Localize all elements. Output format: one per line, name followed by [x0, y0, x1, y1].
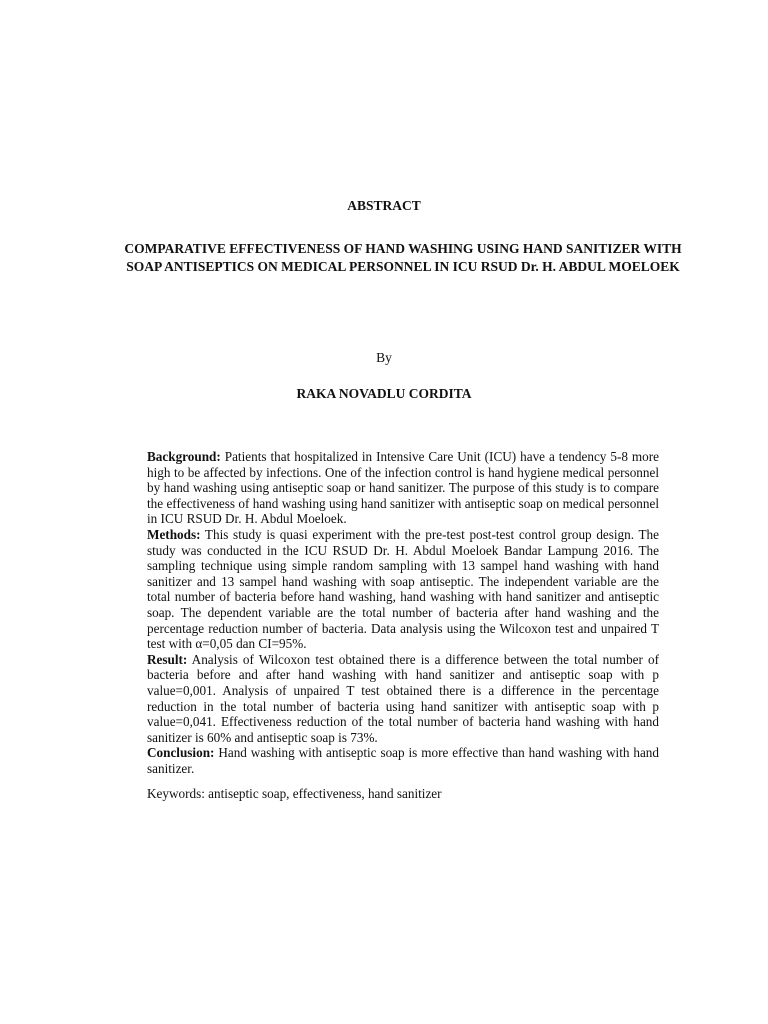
methods-paragraph [147, 527, 659, 652]
background-label: Background: [147, 449, 221, 464]
background-paragraph [147, 449, 659, 527]
abstract-heading: ABSTRACT [347, 198, 421, 213]
background-text: Patients that hospitalized in Intensive Care Unit (ICU) have a tendency 5-8 more high to be affected by infections. One of the infection control is hand hygiene medical personnel by hand washing using antiseptic soap or hand sanitizer. The purpose of this study is to compare the effectiveness of hand washing using hand sanitizer with antiseptic soap on medical personnel in ICU RSUD Dr. H. Abdul Moeloek. [147, 449, 659, 527]
result-label: Result: [147, 651, 188, 667]
methods-text: This study is quasi experiment with the pre-test post-test control group design. The study was conducted in the ICU RSUD Dr. H. Abdul Moeloek Bandar Lampung 2016. The sampling technique using simple random sampling with 13 sampel hand washing with hand sanitizer and 13 sampel hand washing with soap antiseptic. The independent variable are the total number of bacteria before hand washing, hand washing with hand sanitizer and antiseptic soap. The dependent variable are the total number of bacteria after hand washing and the percentage reduction number of bacteria. Data analysis using the Wilcoxon test and unpaired T test with α=0,05 dan CI=95%. [147, 526, 659, 652]
by-label: By [376, 350, 392, 365]
conclusion-text: Hand washing with antiseptic soap is more effective than hand washing with hand sanitizer. [147, 745, 659, 776]
paper-title: COMPARATIVE EFFECTIVENESS OF HAND WASHING USING HAND SANITIZER WITH SOAP ANTISEPTICS ON MEDICAL PERSONNEL IN ICU RSUD Dr. H. ABDUL MOELOEK [124, 241, 682, 274]
conclusion-paragraph [147, 745, 659, 776]
result-text: Analysis of Wilcoxon test obtained there is a difference between the total number of bacteria before and after hand washing with hand sanitizer and antiseptic soap with p value=0,001. Analysis of unpaired T test obtained there is a difference in the percentage reduction in the total number of bacteria using hand sanitizer with antiseptic soap with p value=0,041. Effectiveness reduction of the total number of bacteria hand washing with hand sanitizer is 60% and antiseptic soap is 73%. [147, 651, 659, 745]
keywords-line: Keywords: antiseptic soap, effectiveness, hand sanitizer [147, 786, 442, 801]
author-name: RAKA NOVADLU CORDITA [296, 386, 472, 401]
result-paragraph [147, 652, 659, 746]
conclusion-label: Conclusion: [147, 745, 215, 761]
methods-label: Methods: [147, 526, 201, 542]
abstract-body [147, 449, 659, 776]
